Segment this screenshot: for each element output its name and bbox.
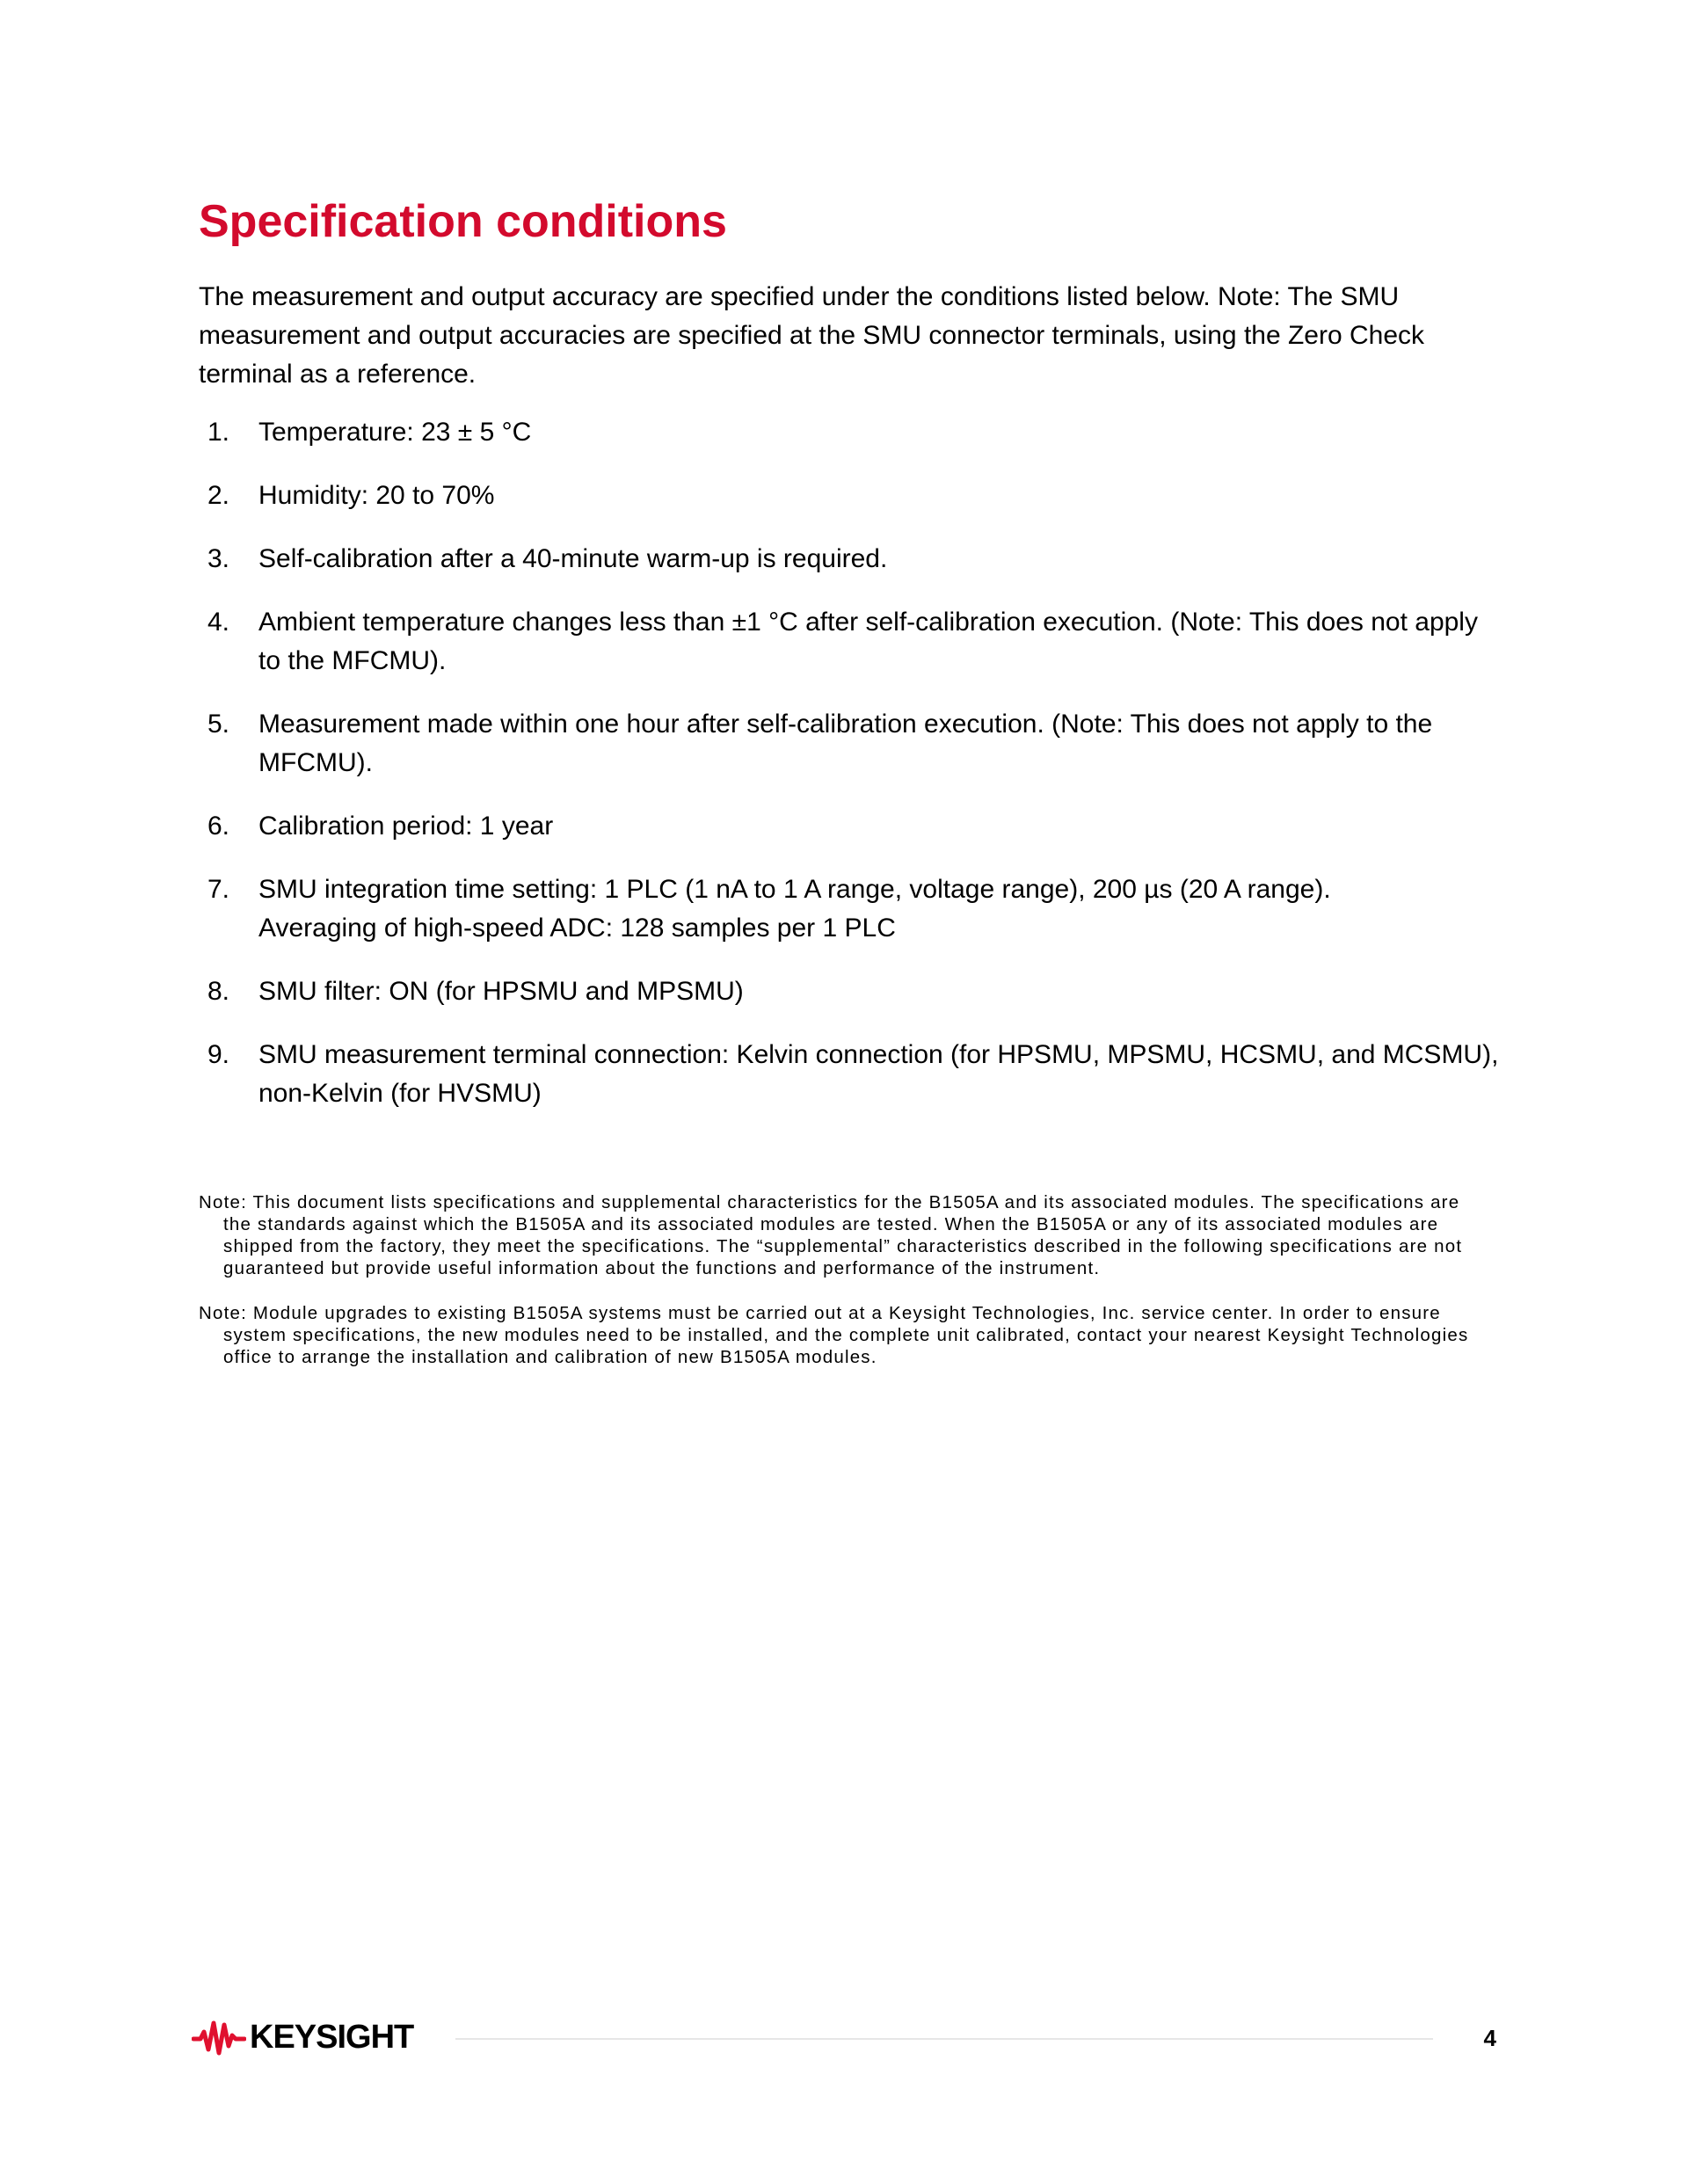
footer-divider (455, 2038, 1433, 2040)
list-item (199, 413, 1500, 452)
list-item (199, 807, 1500, 846)
list-item (199, 870, 1500, 948)
list-item (199, 1036, 1500, 1113)
list-item-text: SMU measurement terminal connection: Kelvin connection (for HPSMU, MPSMU, HCSMU, and MCSMU), non-Kelvin (for HVSMU) (258, 1040, 1499, 1108)
list-item-text: Temperature: 23 ± 5 °C (258, 418, 532, 447)
list-item-number: 7. (207, 875, 230, 904)
page-number: 4 (1483, 2025, 1496, 2051)
list-item-number: 4. (207, 608, 230, 637)
keysight-wave-icon (192, 2018, 246, 2057)
page-title: Specification conditions (199, 196, 727, 247)
list-item-number: 3. (207, 544, 230, 573)
note-specifications: Note: This document lists specifications and supplemental characteristics for the B1505A and its associated modules. The specifications are the standards against which the B1505A and its associated modules are tested. When the B1505A or any of its associated modules are shipped from the factory, they meet the specifications. The “supplemental” characteristics described in the following specifications are not guaranteed but provide useful information about the functions and performance of the instrument. (199, 1192, 1463, 1278)
list-item (199, 705, 1500, 783)
list-item-number: 1. (207, 418, 230, 447)
list-item-number: 2. (207, 481, 230, 510)
list-item-text-block (258, 870, 1500, 948)
list-item (199, 477, 1500, 515)
list-item-text: Ambient temperature changes less than ±1 °C after self-calibration execution. (Note: This does not apply to the MFCMU). (258, 608, 1478, 675)
notes-section (199, 1191, 1491, 1391)
list-item-number: 6. (207, 812, 230, 841)
intro-paragraph: The measurement and output accuracy are specified under the conditions listed below. Note: The SMU measurement and output accuracies are specified at the SMU connector terminals, using the Zero Check terminal as a reference. (199, 282, 1425, 389)
list-item (199, 972, 1500, 1011)
note-module-upgrades: Note: Module upgrades to existing B1505A systems must be carried out at a Keysight Technologies, Inc. service center. In order to ensure system specifications, the new modules need to be installed, and the complete unit calibrated, contact your nearest Keysight Technologies office to arrange the installation and calibration of new B1505A modules. (199, 1303, 1469, 1367)
list-item-number: 9. (207, 1040, 230, 1069)
list-item (199, 540, 1500, 579)
list-item (199, 603, 1500, 681)
logo-wordmark: KEYSIGHT (250, 2019, 414, 2056)
list-item-number: 5. (207, 710, 230, 739)
list-item-text: Measurement made within one hour after self-calibration execution. (Note: This does not apply to the MFCMU). (258, 710, 1433, 777)
list-item-number: 8. (207, 977, 230, 1006)
list-item-text: SMU integration time setting: 1 PLC (1 nA to 1 A range, voltage range), 200 µs (20 A range). (258, 875, 1331, 904)
list-item-text: Self-calibration after a 40-minute warm-up is required. (258, 544, 888, 573)
list-item-text-line2: Averaging of high-speed ADC: 128 samples per 1 PLC (258, 914, 896, 943)
conditions-list (199, 413, 1500, 1138)
list-item-text: Calibration period: 1 year (258, 812, 554, 841)
keysight-logo (192, 2018, 413, 2057)
list-item-text: Humidity: 20 to 70% (258, 481, 495, 510)
list-item-text: SMU filter: ON (for HPSMU and MPSMU) (258, 977, 744, 1006)
